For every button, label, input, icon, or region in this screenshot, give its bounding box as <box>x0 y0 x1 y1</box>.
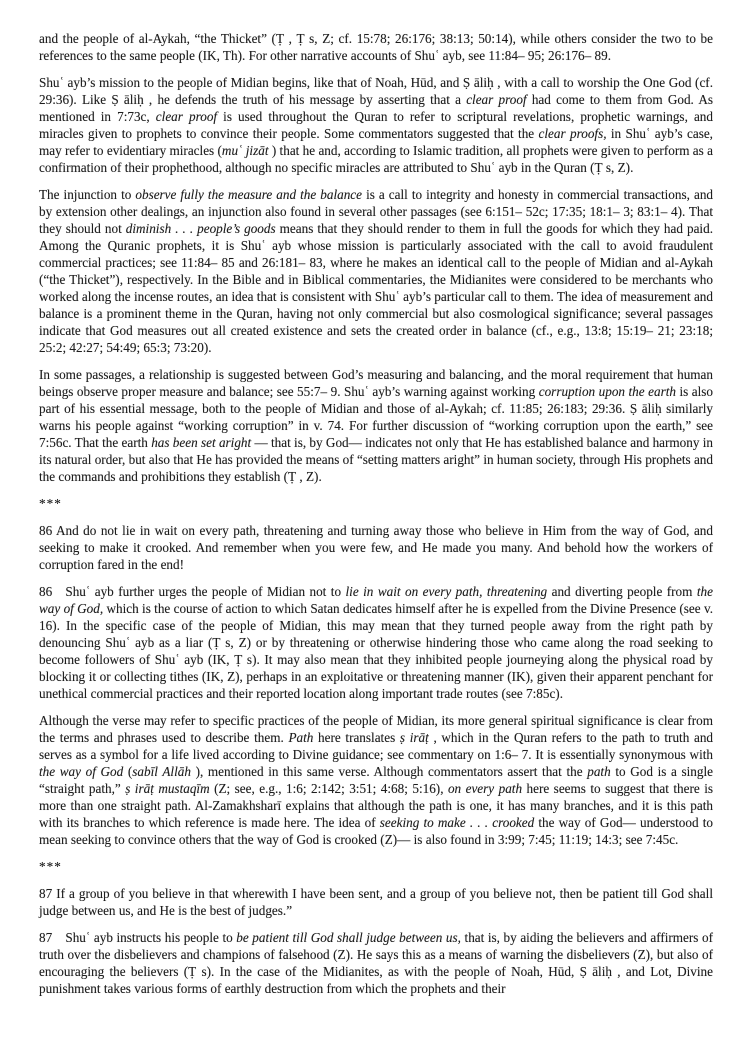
text-run: 86 And do not lie in wait on every path, threatening and turning away those who believe in Him from the way of God, and seeking to make it crooked. And remember when you were few, and He made you many. And behold how the workers of corruption fared in the end! <box>39 523 713 572</box>
italic-text-run: ṣ irāṭ <box>399 730 434 745</box>
italic-text-run: lie in wait on every path, threatening <box>345 584 548 599</box>
italic-text-run: path <box>587 764 611 779</box>
italic-text-run: sabīl Allāh <box>132 764 196 779</box>
text-run: here translates <box>313 730 400 745</box>
text-run: 87 If a group of you believe in that wherewith I have been sent, and a group of you believe not, then be patient till God shall judge between us, and He is the best of judges.” <box>39 886 713 918</box>
page <box>39 30 713 1007</box>
text-run: In some passages, a relationship is suggested between God’s measuring and balancing, and the moral requirement that human beings observe proper measure and balance; see 55:7– 9. Shuʿ ayb’s warning against working <box>39 367 713 399</box>
commentary-paragraph <box>39 186 713 356</box>
text-run: *** <box>39 496 62 511</box>
text-run: had come to them from God. As mentioned in 7:73c, <box>39 92 714 124</box>
italic-text-run: the way of God <box>39 764 124 779</box>
text-run: ) that he and, according to Islamic tradition, all prophets were given to perform as a confirmation of their prophethood, although no specific miracles are attributed to Shuʿ ayb in the Quran (Ṭ s, Z). <box>39 143 713 175</box>
text-run: — that is, by God— indicates not only that He has established balance and harmony in its natural order, but also that He has provided the means of “setting matters aright” in human society, through His prophets and the commands and prohibitions they establish (Ṭ , Z). <box>39 435 714 484</box>
italic-text-run: clear proof <box>466 92 527 107</box>
page-content <box>39 30 713 997</box>
section-separator <box>39 858 713 875</box>
text-run: (Z; see, e.g., 1:6; 2:142; 3:51; 4:68; 5:16), <box>209 781 448 796</box>
commentary-paragraph <box>39 30 713 64</box>
text-run: *** <box>39 859 62 874</box>
text-run: in Shuʿ ayb’s case, may refer to evidentiary miracles ( <box>39 126 713 158</box>
italic-text-run: on every path <box>447 781 523 796</box>
italic-text-run: Path <box>288 730 314 745</box>
text-run: to God is a single “straight path,” <box>39 764 713 796</box>
verse-translation-paragraph <box>39 885 713 919</box>
italic-text-run: clear proof <box>155 109 218 124</box>
commentary-paragraph <box>39 712 713 848</box>
text-run: which is the course of action to which Satan dedicates himself after he is expelled from the Divine Presence (see v. 16). In the specific case of the people of Midian, this may mean that they turned people away from the right path by denouncing Shuʿ ayb as a liar (Ṭ s, Z) or by threatening or otherwise hindering those who came along the road seeking to become followers of Shuʿ ayb (IK, Ṭ s). It may also mean that they inhibited people journeying along the physical road by blocking it or collecting tithes (IK, Z), perhaps in an exploitative or threatening manner (IK), given their apparent penchant for unethical commercial practices and their reported location along important trade routes (see 7:85c). <box>39 601 713 701</box>
italic-text-run: muʿ jizāt <box>221 143 272 158</box>
commentary-paragraph <box>39 74 713 176</box>
text-run: ), mentioned in this same verse. Although commentators assert that the <box>195 764 588 779</box>
italic-text-run: ṣ irāṭ mustaqīm <box>125 781 210 796</box>
italic-text-run: the way of God, <box>39 584 713 616</box>
text-run: , which in the Quran refers to the path to truth and serves as a symbol for a life lived according to Divine guidance; see commentary on 1:6– 7. It is essentially synonymous with <box>39 730 714 762</box>
text-run: and the people of al-Aykah, “the Thicket” (Ṭ , Ṭ s, Z; cf. 15:78; 26:176; 38:13; 50:14), while others consider the two to be references to the same people (IK, Th). For other narrative accounts of Shuʿ ayb, see 11:84– 95; 26:176– 89. <box>39 31 713 63</box>
text-run: The injunction to <box>39 187 136 202</box>
text-run: is a call to integrity and honesty in commercial transactions, and by extension other dealings, an injunction also found in several other passages (see 6:151– 52c; 17:35; 18:1– 3; 83:1– 4). That they should not <box>39 187 714 236</box>
italic-text-run: diminish . . . people’s goods <box>125 221 276 236</box>
italic-text-run: observe fully the measure and the balance <box>135 187 363 202</box>
commentary-paragraph <box>39 929 713 997</box>
commentary-paragraph <box>39 583 713 702</box>
verse-translation-paragraph <box>39 522 713 573</box>
italic-text-run: has been set aright <box>151 435 252 450</box>
italic-text-run: be patient till God shall judge between us, <box>236 930 461 945</box>
text-run: Although the verse may refer to specific practices of the people of Midian, its more general spiritual significance is clear from the terms and phrases used to describe them. <box>39 713 713 745</box>
text-run: that is, by aiding the believers and affirmers of truth over the disbelievers and champions of falsehood (Z). He says this as a means of warning the disbelievers (Z), but also of encouraging the believers (Ṭ s). In the case of the Midianites, as with the people of Noah, Hūd, Ṣ āliḥ , and Lot, Divine punishment takes various forms of earthly destruction from which the prophets and their <box>39 930 713 996</box>
text-run: is also part of his essential message, both to the people of Midian and those of al-Aykah; cf. 11:85; 26:183; 29:36. Ṣ āliḥ similarly warns his people against “working corruption” in v. 74. For further discussion of “working corruption upon the earth,” see 7:56c. That the earth <box>39 384 713 450</box>
text-run: 87 Shuʿ ayb instructs his people to <box>39 930 237 945</box>
text-run: means that they should render to them in full the goods for which they had paid. Among the Quranic prophets, it is Shuʿ ayb whose mission is particularly associated with the call to avoid fraudulent commercial practices; see 11:84– 85 and 26:181– 83, where he makes an identical call to the people of Midian and al-Aykah (“the Thicket”), respectively. In the Bible and in Biblical commentaries, the Midianites were considered to be merchants who worked along the incense routes, an idea that is consistent with Shuʿ ayb’s particular call to them. The idea of measurement and balance is a prominent theme in the Quran, having not only commercial but also cosmological significance; several passages indicate that God measures out all created existence and sets the created order in balance (cf., e.g., 13:8; 15:19– 21; 23:18; 25:2; 42:27; 54:49; 65:3; 73:20). <box>39 221 713 355</box>
text-run: is used throughout the Quran to refer to scriptural revelations, prophetic warnings, and miracles given to prophets to convince their people. Some commentators suggested that the <box>39 109 713 141</box>
section-separator <box>39 495 713 512</box>
italic-text-run: corruption upon the earth <box>538 384 676 399</box>
italic-text-run: clear proofs, <box>538 126 607 141</box>
text-run: Shuʿ ayb’s mission to the people of Midian begins, like that of Noah, Hūd, and Ṣ āliḥ , with a call to worship the One God (cf. 29:36). Like Ṣ āliḥ , he defends the truth of his message by asserting that a <box>39 75 713 107</box>
text-run: 86 Shuʿ ayb further urges the people of Midian not to <box>39 584 346 599</box>
text-run: and diverting people from <box>547 584 697 599</box>
text-run: here seems to suggest that there is more than one straight path. Al-Zamakhsharī explains that although the path is one, it has many branches, and it is this path with its branches to which reference is made here. The idea of <box>39 781 713 830</box>
commentary-paragraph <box>39 366 713 485</box>
italic-text-run: seeking to make . . . crooked <box>379 815 535 830</box>
text-run: the way of God— understood to mean seeking to convince others that the way of God is crooked (Z)— is also found in 3:99; 7:45; 11:19; 14:3; see 7:45c. <box>39 815 713 847</box>
text-run: ( <box>123 764 133 779</box>
